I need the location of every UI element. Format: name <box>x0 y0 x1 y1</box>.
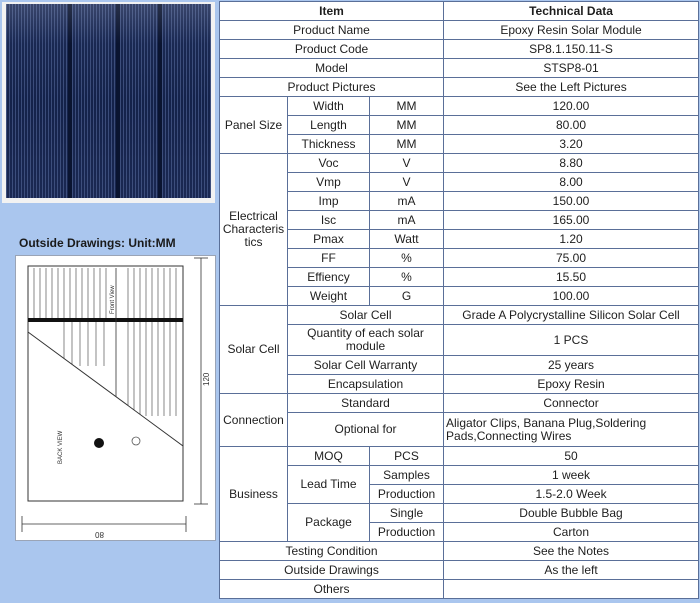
row-label: Isc <box>288 211 370 230</box>
table-row <box>220 116 699 135</box>
table-row <box>220 580 699 599</box>
row-label: Vmp <box>288 173 370 192</box>
group-business: Business <box>220 447 288 542</box>
row-unit: V <box>370 154 444 173</box>
table-row <box>220 230 699 249</box>
row-sublabel: Production <box>370 523 444 542</box>
width-dimension: 80 <box>95 530 104 539</box>
row-unit: MM <box>370 97 444 116</box>
row-value: Grade A Polycrystalline Silicon Solar Cell <box>444 306 699 325</box>
table-row <box>220 561 699 580</box>
row-label: Outside Drawings <box>220 561 444 580</box>
group-solar-cell: Solar Cell <box>220 306 288 394</box>
header-technical-data: Technical Data <box>444 2 699 21</box>
row-label: Standard <box>288 394 444 413</box>
row-sublabel: Production <box>370 485 444 504</box>
row-label: Imp <box>288 192 370 211</box>
row-value: SP8.1.150.11-S <box>444 40 699 59</box>
row-value: 8.80 <box>444 154 699 173</box>
table-row <box>220 78 699 97</box>
table-row <box>220 97 699 116</box>
row-unit: mA <box>370 192 444 211</box>
row-value: Epoxy Resin Solar Module <box>444 21 699 40</box>
row-label: Model <box>220 59 444 78</box>
table-row <box>220 306 699 325</box>
row-label: Encapsulation <box>288 375 444 394</box>
row-label: Effiency <box>288 268 370 287</box>
table-row <box>220 466 699 485</box>
row-label: Solar Cell <box>288 306 444 325</box>
row-value: 1.5-2.0 Week <box>444 485 699 504</box>
row-label: MOQ <box>288 447 370 466</box>
row-unit: % <box>370 268 444 287</box>
group-electrical: Electrical Characteris tics <box>220 154 288 306</box>
row-label: Length <box>288 116 370 135</box>
row-value: Aligator Clips, Banana Plug,Soldering Pads,Connecting Wires <box>444 413 699 447</box>
group-connection: Connection <box>220 394 288 447</box>
row-value: 165.00 <box>444 211 699 230</box>
row-value: 25 years <box>444 356 699 375</box>
table-row <box>220 447 699 466</box>
table-row <box>220 154 699 173</box>
row-value: 75.00 <box>444 249 699 268</box>
row-unit: V <box>370 173 444 192</box>
row-label: Lead Time <box>288 466 370 504</box>
solar-panel-photo <box>2 2 215 203</box>
row-label: Product Name <box>220 21 444 40</box>
table-row <box>220 375 699 394</box>
outside-drawing-svg <box>16 256 215 540</box>
row-value: STSP8-01 <box>444 59 699 78</box>
row-label: Product Pictures <box>220 78 444 97</box>
height-dimension: 120 <box>202 372 211 386</box>
table-row <box>220 40 699 59</box>
table-header-row <box>220 2 699 21</box>
table-row <box>220 59 699 78</box>
table-row <box>220 135 699 154</box>
table-row <box>220 249 699 268</box>
technical-data-table <box>219 1 699 599</box>
row-value: See the Notes <box>444 542 699 561</box>
row-unit: MM <box>370 135 444 154</box>
row-label: Thickness <box>288 135 370 154</box>
table-row <box>220 413 699 447</box>
busbar-strip <box>28 318 183 322</box>
header-item: Item <box>220 2 444 21</box>
row-value: 150.00 <box>444 192 699 211</box>
row-label: Width <box>288 97 370 116</box>
table-row <box>220 173 699 192</box>
row-value: 8.00 <box>444 173 699 192</box>
group-panel-size: Panel Size <box>220 97 288 154</box>
row-value: See the Left Pictures <box>444 78 699 97</box>
outside-drawings-title: Outside Drawings: Unit:MM <box>19 236 176 250</box>
row-value: As the left <box>444 561 699 580</box>
row-sublabel: Single <box>370 504 444 523</box>
row-value: Connector <box>444 394 699 413</box>
row-value: 3.20 <box>444 135 699 154</box>
row-value: 50 <box>444 447 699 466</box>
row-label: Optional for <box>288 413 444 447</box>
row-value <box>444 580 699 599</box>
row-label: Weight <box>288 287 370 306</box>
row-unit: % <box>370 249 444 268</box>
row-unit: Watt <box>370 230 444 249</box>
row-label: Package <box>288 504 370 542</box>
table-row <box>220 268 699 287</box>
row-value: Double Bubble Bag <box>444 504 699 523</box>
row-label: Quantity of each solar module <box>288 325 444 356</box>
table-row <box>220 192 699 211</box>
row-label: Solar Cell Warranty <box>288 356 444 375</box>
row-unit: mA <box>370 211 444 230</box>
row-value: 80.00 <box>444 116 699 135</box>
table-row <box>220 287 699 306</box>
table-row <box>220 325 699 356</box>
row-unit: G <box>370 287 444 306</box>
front-view-label: Front View <box>110 285 116 314</box>
back-view-label: BACK VIEW <box>58 430 64 464</box>
row-value: Carton <box>444 523 699 542</box>
table-row <box>220 542 699 561</box>
back-view-shape <box>28 332 183 501</box>
row-unit: PCS <box>370 447 444 466</box>
left-panel <box>0 0 218 603</box>
row-value: 1 week <box>444 466 699 485</box>
table-row <box>220 356 699 375</box>
row-value: 1 PCS <box>444 325 699 356</box>
row-sublabel: Samples <box>370 466 444 485</box>
row-value: 15.50 <box>444 268 699 287</box>
row-label: Product Code <box>220 40 444 59</box>
row-label: Others <box>220 580 444 599</box>
row-unit: MM <box>370 116 444 135</box>
row-value: 120.00 <box>444 97 699 116</box>
row-value: 100.00 <box>444 287 699 306</box>
table-row <box>220 394 699 413</box>
row-value: Epoxy Resin <box>444 375 699 394</box>
outside-drawing <box>15 255 216 541</box>
solar-panel-image <box>6 4 211 198</box>
row-value: 1.20 <box>444 230 699 249</box>
row-label: Testing Condition <box>220 542 444 561</box>
row-label: Voc <box>288 154 370 173</box>
terminal-black <box>94 438 104 448</box>
table-row <box>220 504 699 523</box>
table-row <box>220 21 699 40</box>
row-label: Pmax <box>288 230 370 249</box>
table-row <box>220 211 699 230</box>
row-label: FF <box>288 249 370 268</box>
